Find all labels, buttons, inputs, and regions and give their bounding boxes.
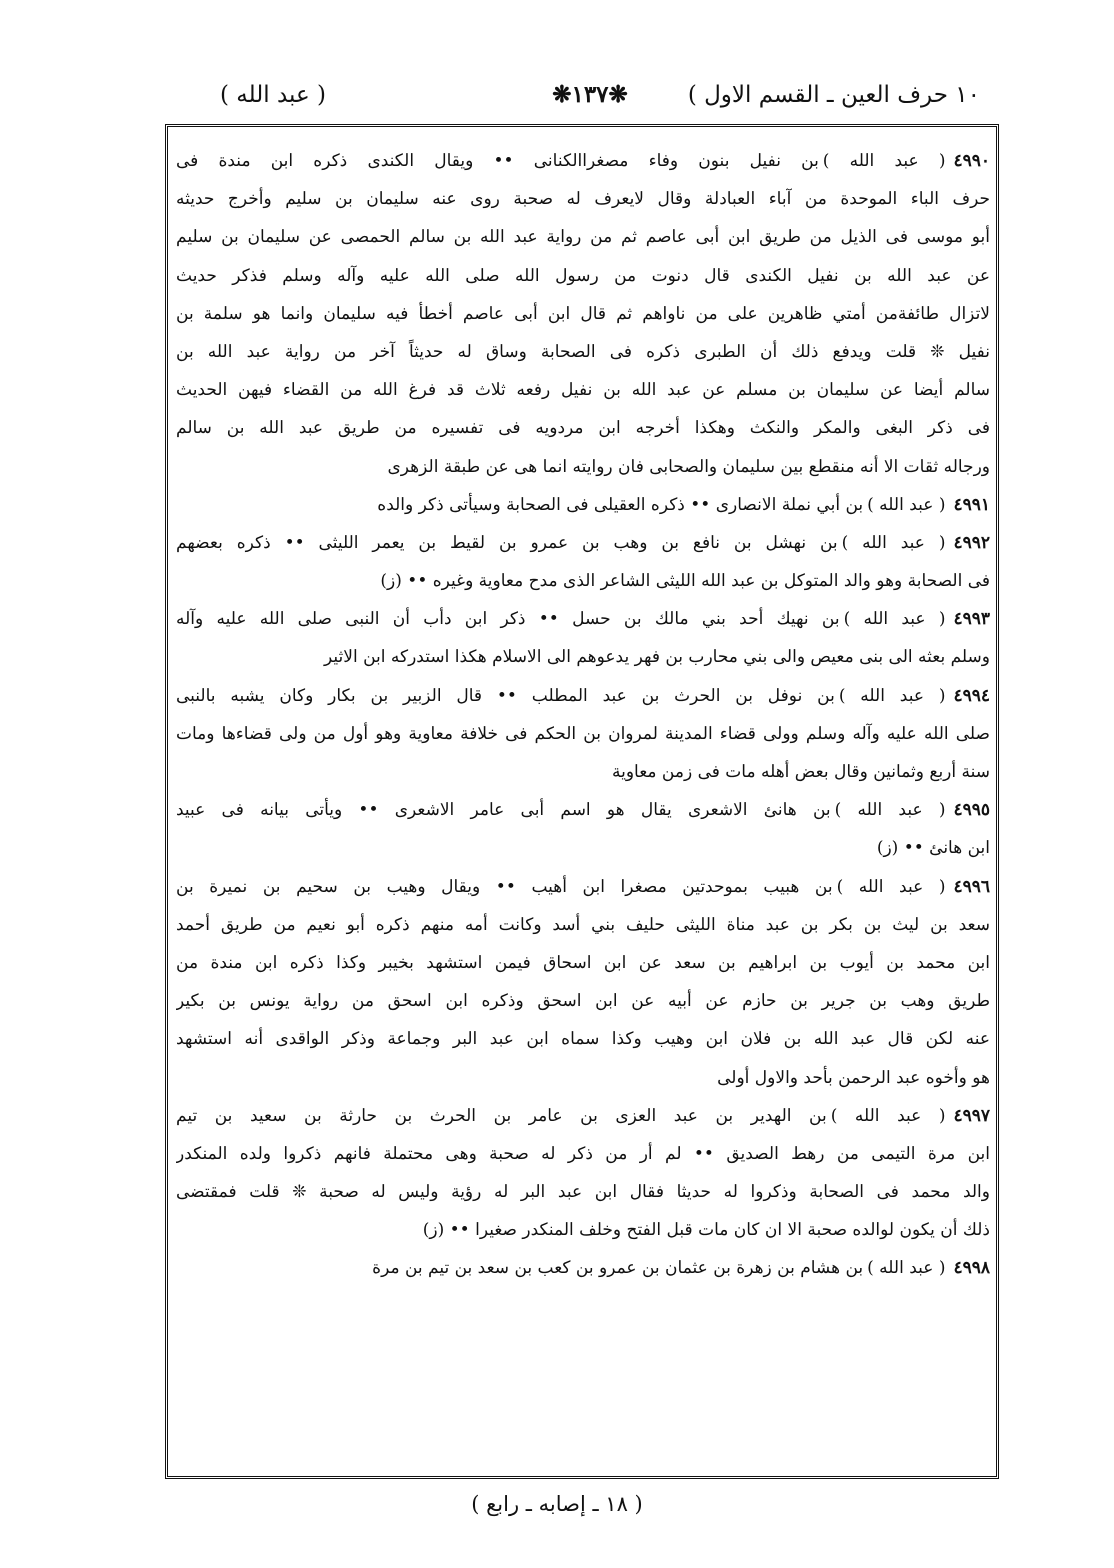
entry-text: نفيل ❊ قلت ويدفع ذلك أن الطبرى ذكره فى الصحابة وساق له حديثاً آخر من رواية عبد الله بن <box>176 341 990 362</box>
entry-line <box>176 1135 990 1173</box>
entry-line <box>176 1249 990 1287</box>
entry-name: ( عبد الله ) <box>822 151 946 171</box>
entry-text: فى الصحابة وهو والد المتوكل بن عبد الله الليثى الشاعر الذى مدح معاوية وغيره •• (ز) <box>380 571 990 592</box>
entry-number: ٤٩٩١ <box>953 494 990 515</box>
entry-line <box>176 371 990 409</box>
entry-line <box>176 333 990 371</box>
entry-text: فى ذكر البغى والمكر والنكث وهكذا أخرجه ابن مردويه فى تفسيره من طريق عبد الله بن سالم <box>176 418 990 439</box>
entry-line <box>176 982 990 1020</box>
entry-text: ابن مرة التيمى من رهط الصديق •• لم أر من ذكر له صحبة وهى محتملة فانهم ذكروا ولده المنكدر <box>176 1143 990 1164</box>
entry-text: حرف الباء الموحدة من آباء العبادلة وقال لايعرف له صحبة روى عنه سليمان بن سليم وأخرج حديثه <box>176 189 990 210</box>
entry-text: بن نفيل بنون وفاء مصغراالكنانى •• ويقال الكندى ذكره ابن مندة فى <box>176 151 819 171</box>
entry-name: ( عبد الله ) <box>836 876 946 897</box>
entry-text: سعد بن ليث بن بكر بن عبد مناة الليثى حليف بني أسد وكانت أمه منهم ذكره أبو نعيم من طريق أحمد <box>176 914 990 935</box>
entry-line <box>176 218 990 256</box>
page-header <box>200 72 980 118</box>
entry-text: أبو موسى فى الذيل من طريق ابن أبى عاصم ثم من رواية عبد الله بن سالم الحمصى عن سليمان بن سليم <box>176 227 990 248</box>
entry-line <box>176 638 990 676</box>
entry-line <box>176 409 990 447</box>
entry-text: بن نهيك أحد بني مالك بن حسل •• ذكر ابن دأب أن النبى صلى الله عليه وآله <box>176 609 840 630</box>
entry-line <box>176 600 990 638</box>
entry-name: ( عبد الله ) <box>838 685 946 706</box>
entry-number: ٤٩٩٧ <box>953 1105 990 1126</box>
biography-entry <box>176 142 990 486</box>
entry-name: ( عبد الله ) <box>841 532 946 553</box>
entry-text: ابن محمد بن أيوب بن ابراهيم بن سعد عن ابن اسحاق فيمن استشهد بخيبر وكذا ذكره ابن مندة من <box>176 952 990 973</box>
entry-line <box>176 1020 990 1058</box>
biography-entry <box>176 868 990 1097</box>
entry-number: ٤٩٩٥ <box>953 800 990 821</box>
biography-entry <box>176 486 990 524</box>
entry-text: هو وأخوه عبد الرحمن بأحد والاول أولى <box>717 1067 990 1088</box>
entry-text: عن عبد الله بن نفيل الكندى قال دنوت من رسول الله صلى الله عليه وآله وسلم فذكر حديث <box>176 265 990 286</box>
entry-text: ورجاله ثقات الا أنه منقطع بين سليمان والصحابى فان روايته انما هى عن طبقة الزهرى <box>387 456 990 477</box>
entry-line <box>176 944 990 982</box>
biography-entry <box>176 1249 990 1287</box>
entry-line <box>176 142 990 180</box>
entry-number: ٤٩٩٣ <box>953 609 990 630</box>
entry-text: لاتزال طائفةمن أمتي ظاهرين على من ناواهم ثم قال ابن أبى عاصم أخطأ فيه سليمان وانما هو سلمة بن <box>176 303 990 324</box>
entry-line <box>176 295 990 333</box>
entry-line <box>176 486 990 524</box>
entry-number: ٤٩٩٠ <box>953 151 990 171</box>
section-title: ١٠ حرف العين ـ القسم الاول ) <box>687 82 980 108</box>
entry-line <box>176 677 990 715</box>
entry-name: ( عبد الله ) <box>830 1105 946 1126</box>
biography-entry <box>176 791 990 867</box>
entry-line <box>176 1173 990 1211</box>
entry-number: ٤٩٩٨ <box>953 1258 990 1279</box>
entry-text: بن هانئ الاشعرى يقال هو اسم أبى عامر الاشعرى •• ويأتى بيانه فى عبيد <box>176 800 831 821</box>
entry-text: صلى الله عليه وآله وسلم وولى قضاء المدينة لمروان بن الحكم فى خلافة معاوية وهو أول من ولى قضاءها ومات <box>176 723 990 744</box>
entry-text: سنة أربع وثمانين وقال بعض أهله مات فى زمن معاوية <box>611 762 990 782</box>
entry-name: ( عبد الله ) <box>834 800 946 821</box>
entry-line <box>176 715 990 753</box>
entry-line <box>176 524 990 562</box>
entry-number: ٤٩٩٤ <box>953 685 990 706</box>
entry-line <box>176 791 990 829</box>
page-number: ❋١٣٧❋ <box>552 81 628 108</box>
entry-line <box>176 868 990 906</box>
entry-line <box>176 180 990 218</box>
entry-text: بن نهشل بن نافع بن وهب بن عمرو بن لقيط بن يعمر الليثى •• ذكره بعضهم <box>176 532 838 553</box>
entry-text: بن نوفل بن الحرث بن عبد المطلب •• قال الزبير بن بكار وكان يشبه بالنبى <box>176 685 835 706</box>
entry-line <box>176 1059 990 1097</box>
entry-text: ذلك أن يكون لوالده صحبة الا ان كان مات قبل الفتح وخلف المنكدر صغيرا •• (ز) <box>422 1220 990 1241</box>
biography-entry <box>176 677 990 792</box>
entry-text: بن هشام بن زهرة بن عثمان بن عمرو بن كعب بن سعد بن تيم بن مرة <box>372 1258 864 1279</box>
entry-line <box>176 448 990 486</box>
entry-line <box>176 1211 990 1249</box>
biography-entry <box>176 524 990 600</box>
entry-text: سالم أيضا عن سليمان بن مسلم عن عبد الله بن نفيل رفعه ثلاث قد فرغ الله من القضاء فيهن الحديث <box>176 380 990 401</box>
running-head-name: ( عبد الله ) <box>220 82 326 108</box>
entry-line <box>176 753 990 791</box>
entry-text: والد محمد فى الصحابة وذكروا له حديثا فقال ابن عبد البر له رؤية وليس له صحبة ❊ قلت فمقتضى <box>176 1182 990 1203</box>
entry-line <box>176 829 990 867</box>
entry-text: وسلم بعثه الى بنى معيص والى بني محارب بن فهر يدعوهم الى الاسلام هكذا استدركه ابن الاثير <box>324 647 990 668</box>
entry-name: ( عبد الله ) <box>867 1258 946 1279</box>
entry-text: بن أبي نملة الانصارى •• ذكره العقيلى فى الصحابة وسيأتى ذكر والده <box>377 494 864 515</box>
page-body <box>176 142 990 1474</box>
entry-text: عنه لكن قال عبد الله بن فلان ابن وهيب وكذا سماه ابن عبد البر وجماعة وذكر الواقدى أنه استشهد <box>176 1029 990 1050</box>
entry-number: ٤٩٩٢ <box>953 532 990 553</box>
entry-text: بن هبيب بموحدتين مصغرا ابن أهيب •• ويقال وهيب بن سحيم بن نميرة بن <box>176 876 833 897</box>
entry-text: طريق وهب بن جرير بن حازم عن أبيه عن ابن اسحق وذكره ابن اسحق من رواية يونس بن بكير <box>176 991 990 1012</box>
entry-number: ٤٩٩٦ <box>953 876 990 897</box>
entry-text: ابن هانئ •• (ز) <box>876 838 990 859</box>
entry-line <box>176 257 990 295</box>
signature-footer: ( ١٨ ـ إصابه ـ رابع ) <box>471 1492 643 1516</box>
entry-line <box>176 562 990 600</box>
entry-name: ( عبد الله ) <box>867 494 946 515</box>
biography-entry <box>176 1097 990 1250</box>
entry-line <box>176 1097 990 1135</box>
entry-text: بن الهدير بن عبد العزى بن عامر بن الحرث بن حارثة بن سعيد بن تيم <box>176 1105 827 1126</box>
biography-entry <box>176 600 990 676</box>
entry-line <box>176 906 990 944</box>
entry-name: ( عبد الله ) <box>843 609 946 630</box>
